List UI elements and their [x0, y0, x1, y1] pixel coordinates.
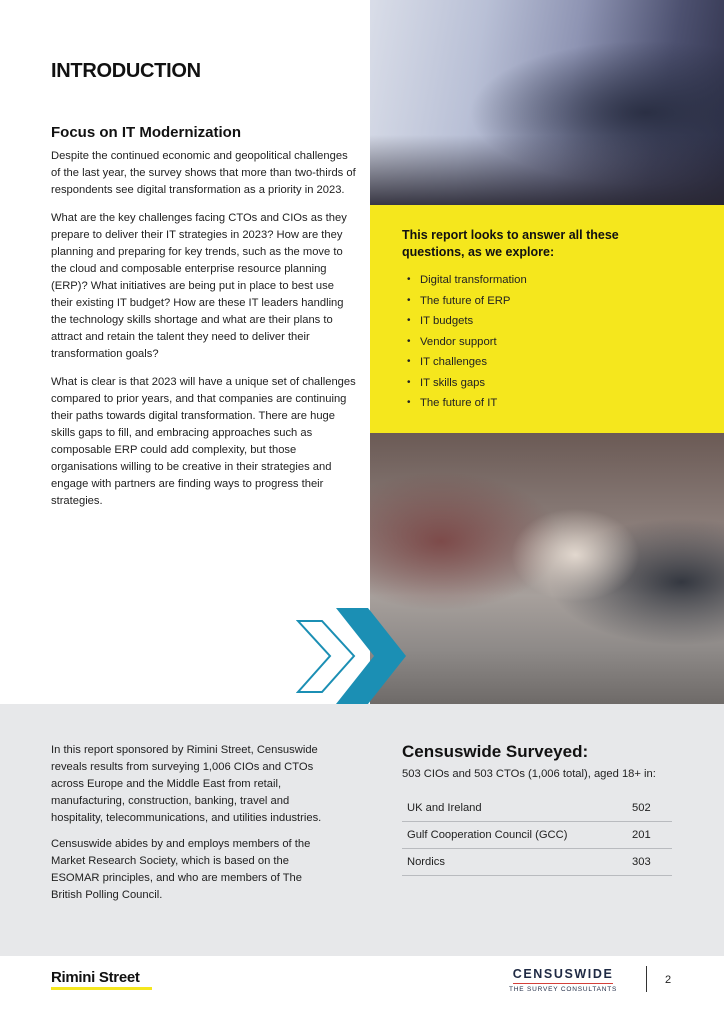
table-row	[402, 822, 672, 849]
explore-heading: This report looks to answer all these questions, as we explore:	[402, 228, 619, 259]
region-cell: Gulf Cooperation Council (GCC)	[402, 822, 632, 849]
solid-chevron-icon	[336, 608, 406, 704]
censuswide-logo	[509, 967, 617, 993]
logo-rule	[513, 983, 613, 984]
sponsor-body	[51, 742, 331, 913]
table-row	[402, 849, 672, 876]
page-title: INTRODUCTION	[51, 60, 201, 82]
page-number: 2	[665, 974, 672, 986]
pedestrians-photo	[370, 433, 724, 704]
list-item: • IT budgets	[402, 313, 527, 334]
list-item: • IT challenges	[402, 354, 527, 375]
list-item: • Vendor support	[402, 334, 527, 355]
section-subtitle: Focus on IT Modernization	[51, 124, 241, 141]
region-cell: UK and Ireland	[402, 795, 632, 822]
table-row	[402, 795, 672, 822]
list-item: • IT skills gaps	[402, 375, 527, 396]
rimini-street-logo	[51, 969, 152, 990]
sponsor-paragraph: In this report sponsored by Rimini Street, Censuswide reveals results from surveying 1,006 CIOs and CTOs across Europe and the Middle East from retail, manufacturing, construction, banking, travel and hospitality, telecommunications, and utilities industries.	[51, 744, 322, 824]
logo-underline	[51, 987, 152, 990]
intro-paragraph: What is clear is that 2023 will have a unique set of challenges compared to prior years, and that companies are continuing their paths towards digital transformation. There are huge skills gaps to fill, and embracing approaches such as composable ERP could add complexity, but those organisations willing to be creative in their strategies and engage with partners are finding ways to progress their strategies.	[51, 376, 356, 507]
outline-chevron-icon	[298, 621, 354, 692]
region-cell: Nordics	[402, 849, 632, 876]
intro-paragraph: Despite the continued economic and geopolitical challenges of the last year, the survey shows that more than two-thirds of respondents see digital transformation as a priority in 2023.	[51, 150, 356, 196]
city-building-photo	[370, 0, 724, 205]
chevron-arrows-icon	[296, 608, 408, 706]
censuswide-tagline: THE SURVEY CONSULTANTS	[509, 986, 618, 993]
rimini-street-logo-text: Rimini Street	[51, 969, 140, 986]
footer-divider	[646, 966, 647, 992]
survey-description: 503 CIOs and 503 CTOs (1,006 total), aged 18+ in:	[402, 768, 656, 780]
intro-paragraph: What are the key challenges facing CTOs and CIOs as they prepare to deliver their IT strategies in 2023? How are they planning and preparing for key trends, such as the move to the cloud and composable enterprise resource planning (ERP)? What initiatives are being put in place to best use their existing IT budget? How are these IT leaders handling the technology skills shortage and what are their plans to attract and retain the talent they need to deliver their transformation goals?	[51, 212, 347, 360]
list-item: • The future of ERP	[402, 293, 527, 314]
explore-list	[402, 272, 527, 416]
count-cell: 303	[632, 849, 672, 876]
survey-table	[402, 795, 672, 876]
list-item: • The future of IT	[402, 395, 527, 416]
list-item: • Digital transformation	[402, 272, 527, 293]
survey-title: Censuswide Surveyed:	[402, 742, 589, 761]
count-cell: 502	[632, 795, 672, 822]
count-cell: 201	[632, 822, 672, 849]
censuswide-logo-text: CENSUSWIDE	[512, 967, 614, 981]
sponsor-paragraph: Censuswide abides by and employs members of the Market Research Society, which is based on the ESOMAR principles, and who are members of The British Polling Council.	[51, 838, 311, 901]
intro-body	[51, 148, 356, 521]
